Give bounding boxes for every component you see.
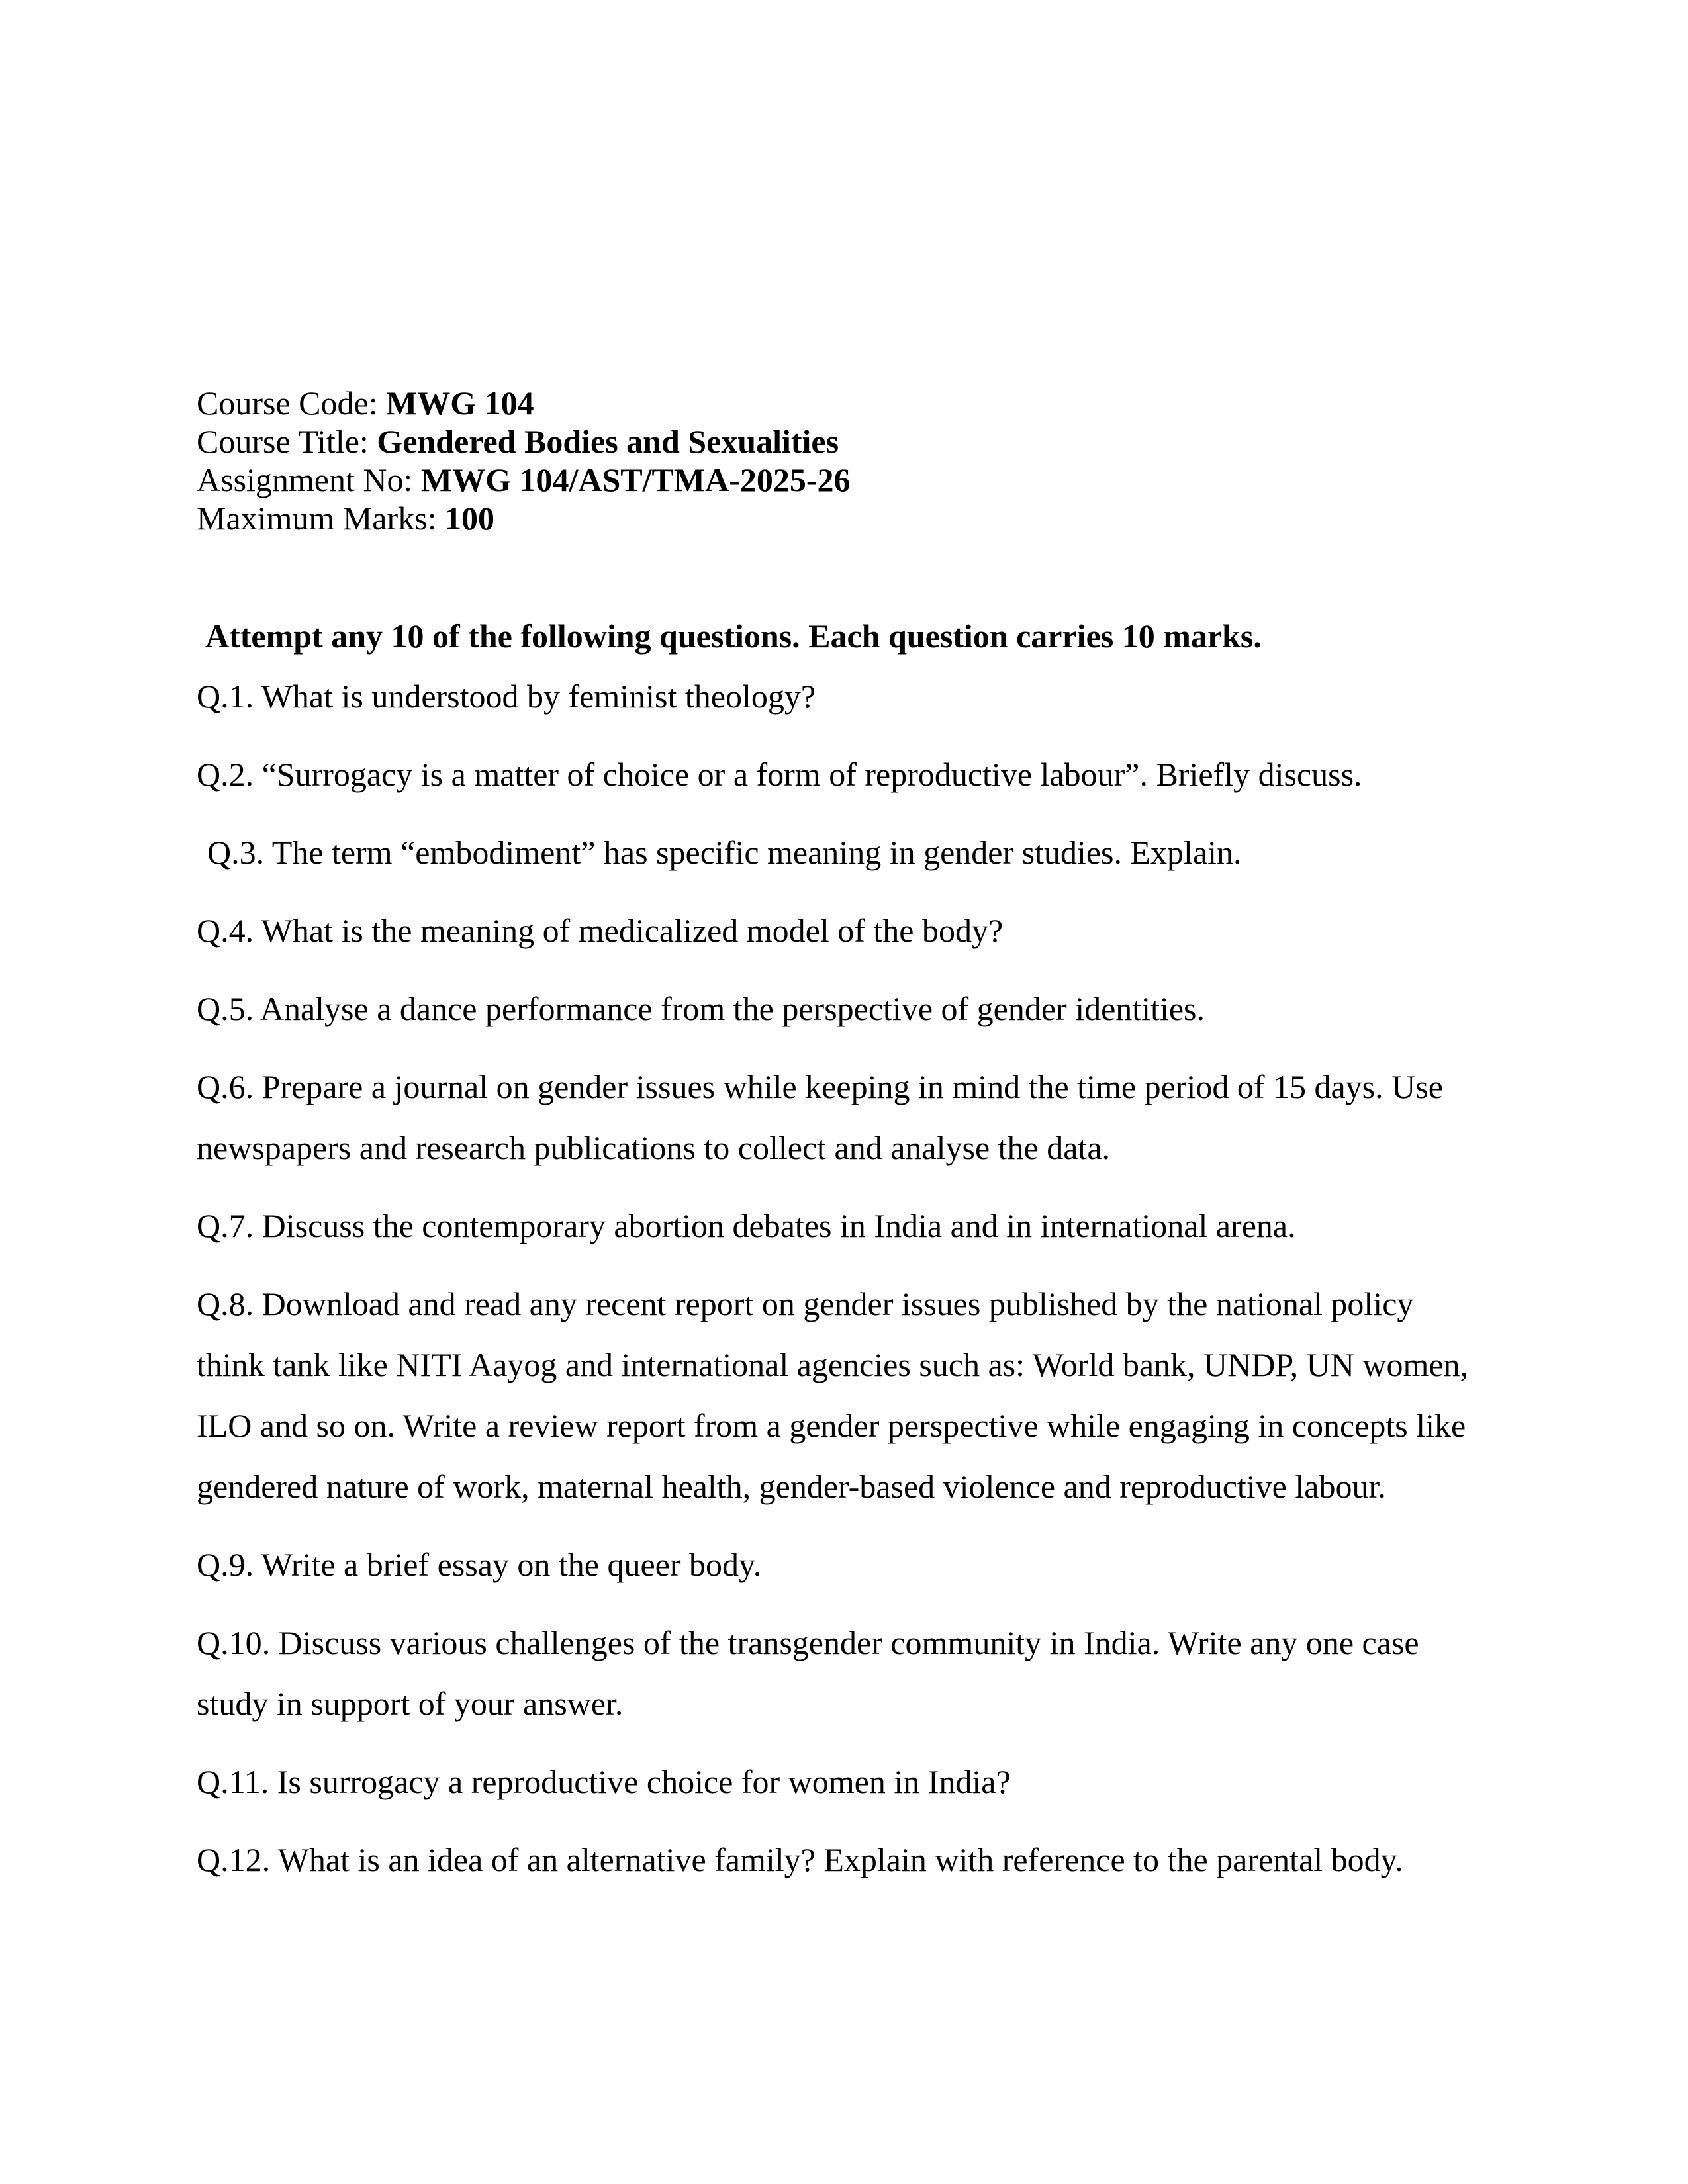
question-10-text: Discuss various challenges of the transgender community in India. Write any one case study in support of your answer. bbox=[197, 1624, 1419, 1722]
question-4-number: Q.4. bbox=[197, 912, 254, 949]
question-1-text: What is understood by feminist theology? bbox=[254, 678, 816, 715]
question-2 bbox=[197, 744, 1487, 805]
question-2-text: “Surrogacy is a matter of choice or a form of reproductive labour”. Briefly discuss. bbox=[254, 756, 1362, 793]
document-page bbox=[197, 384, 1487, 1907]
question-1 bbox=[197, 666, 1487, 727]
question-3-text: The term “embodiment” has specific meaning in gender studies. Explain. bbox=[264, 834, 1242, 871]
question-12 bbox=[197, 1829, 1487, 1890]
question-6-text: Prepare a journal on gender issues while keeping in mind the time period of 15 days. Use newspapers and research publications to collect and analyse the data. bbox=[197, 1068, 1443, 1166]
question-3 bbox=[197, 822, 1487, 883]
course-code-value: MWG 104 bbox=[386, 385, 534, 422]
question-1-number: Q.1. bbox=[197, 678, 254, 715]
question-7 bbox=[197, 1195, 1487, 1256]
question-7-number: Q.7. bbox=[197, 1207, 254, 1244]
question-10 bbox=[197, 1612, 1487, 1734]
question-2-number: Q.2. bbox=[197, 756, 254, 793]
question-5 bbox=[197, 978, 1487, 1039]
question-10-number: Q.10. bbox=[197, 1624, 271, 1661]
question-9-number: Q.9. bbox=[197, 1546, 254, 1583]
question-4-text: What is the meaning of medicalized model of the body? bbox=[254, 912, 1004, 949]
course-title-line bbox=[197, 422, 1487, 461]
course-title-label: Course Title: bbox=[197, 423, 377, 460]
question-9 bbox=[197, 1534, 1487, 1595]
question-12-number: Q.12. bbox=[197, 1841, 271, 1878]
assignment-header bbox=[197, 384, 1487, 537]
question-5-text: Analyse a dance performance from the perspective of gender identities. bbox=[254, 990, 1205, 1027]
course-code-label: Course Code: bbox=[197, 385, 387, 422]
question-list bbox=[197, 666, 1487, 1890]
question-5-number: Q.5. bbox=[197, 990, 254, 1027]
maximum-marks-label: Maximum Marks: bbox=[197, 500, 445, 537]
question-6 bbox=[197, 1056, 1487, 1178]
question-8 bbox=[197, 1273, 1487, 1517]
question-12-text: What is an idea of an alternative family? Explain with reference to the parental body. bbox=[270, 1841, 1403, 1878]
question-8-number: Q.8. bbox=[197, 1285, 254, 1322]
course-title-value: Gendered Bodies and Sexualities bbox=[377, 423, 839, 460]
assignment-no-value: MWG 104/AST/TMA-2025-26 bbox=[420, 461, 851, 498]
maximum-marks-value: 100 bbox=[444, 500, 494, 537]
assignment-no-line bbox=[197, 461, 1487, 499]
question-11 bbox=[197, 1751, 1487, 1812]
question-8-text: Download and read any recent report on gender issues published by the national policy think tank like NITI Aayog and international agencies such as: World bank, UNDP, UN women, ILO and so on. Write a review report from a gender perspective while engaging in concepts like gendered nature of work, maternal health, gender-based violence and reproductive labour. bbox=[197, 1285, 1469, 1505]
question-11-number: Q.11. bbox=[197, 1763, 269, 1800]
question-6-number: Q.6. bbox=[197, 1068, 254, 1105]
instruction-heading: Attempt any 10 of the following questions. Each question carries 10 marks. bbox=[205, 617, 1262, 655]
assignment-no-label: Assignment No: bbox=[197, 461, 421, 498]
question-3-number: Q.3. bbox=[207, 834, 265, 871]
question-4 bbox=[197, 900, 1487, 961]
question-11-text: Is surrogacy a reproductive choice for women in India? bbox=[269, 1763, 1011, 1800]
maximum-marks-line bbox=[197, 499, 1487, 537]
question-9-text: Write a brief essay on the queer body. bbox=[254, 1546, 762, 1583]
course-code-line bbox=[197, 384, 1487, 422]
question-7-text: Discuss the contemporary abortion debates in India and in international arena. bbox=[254, 1207, 1296, 1244]
